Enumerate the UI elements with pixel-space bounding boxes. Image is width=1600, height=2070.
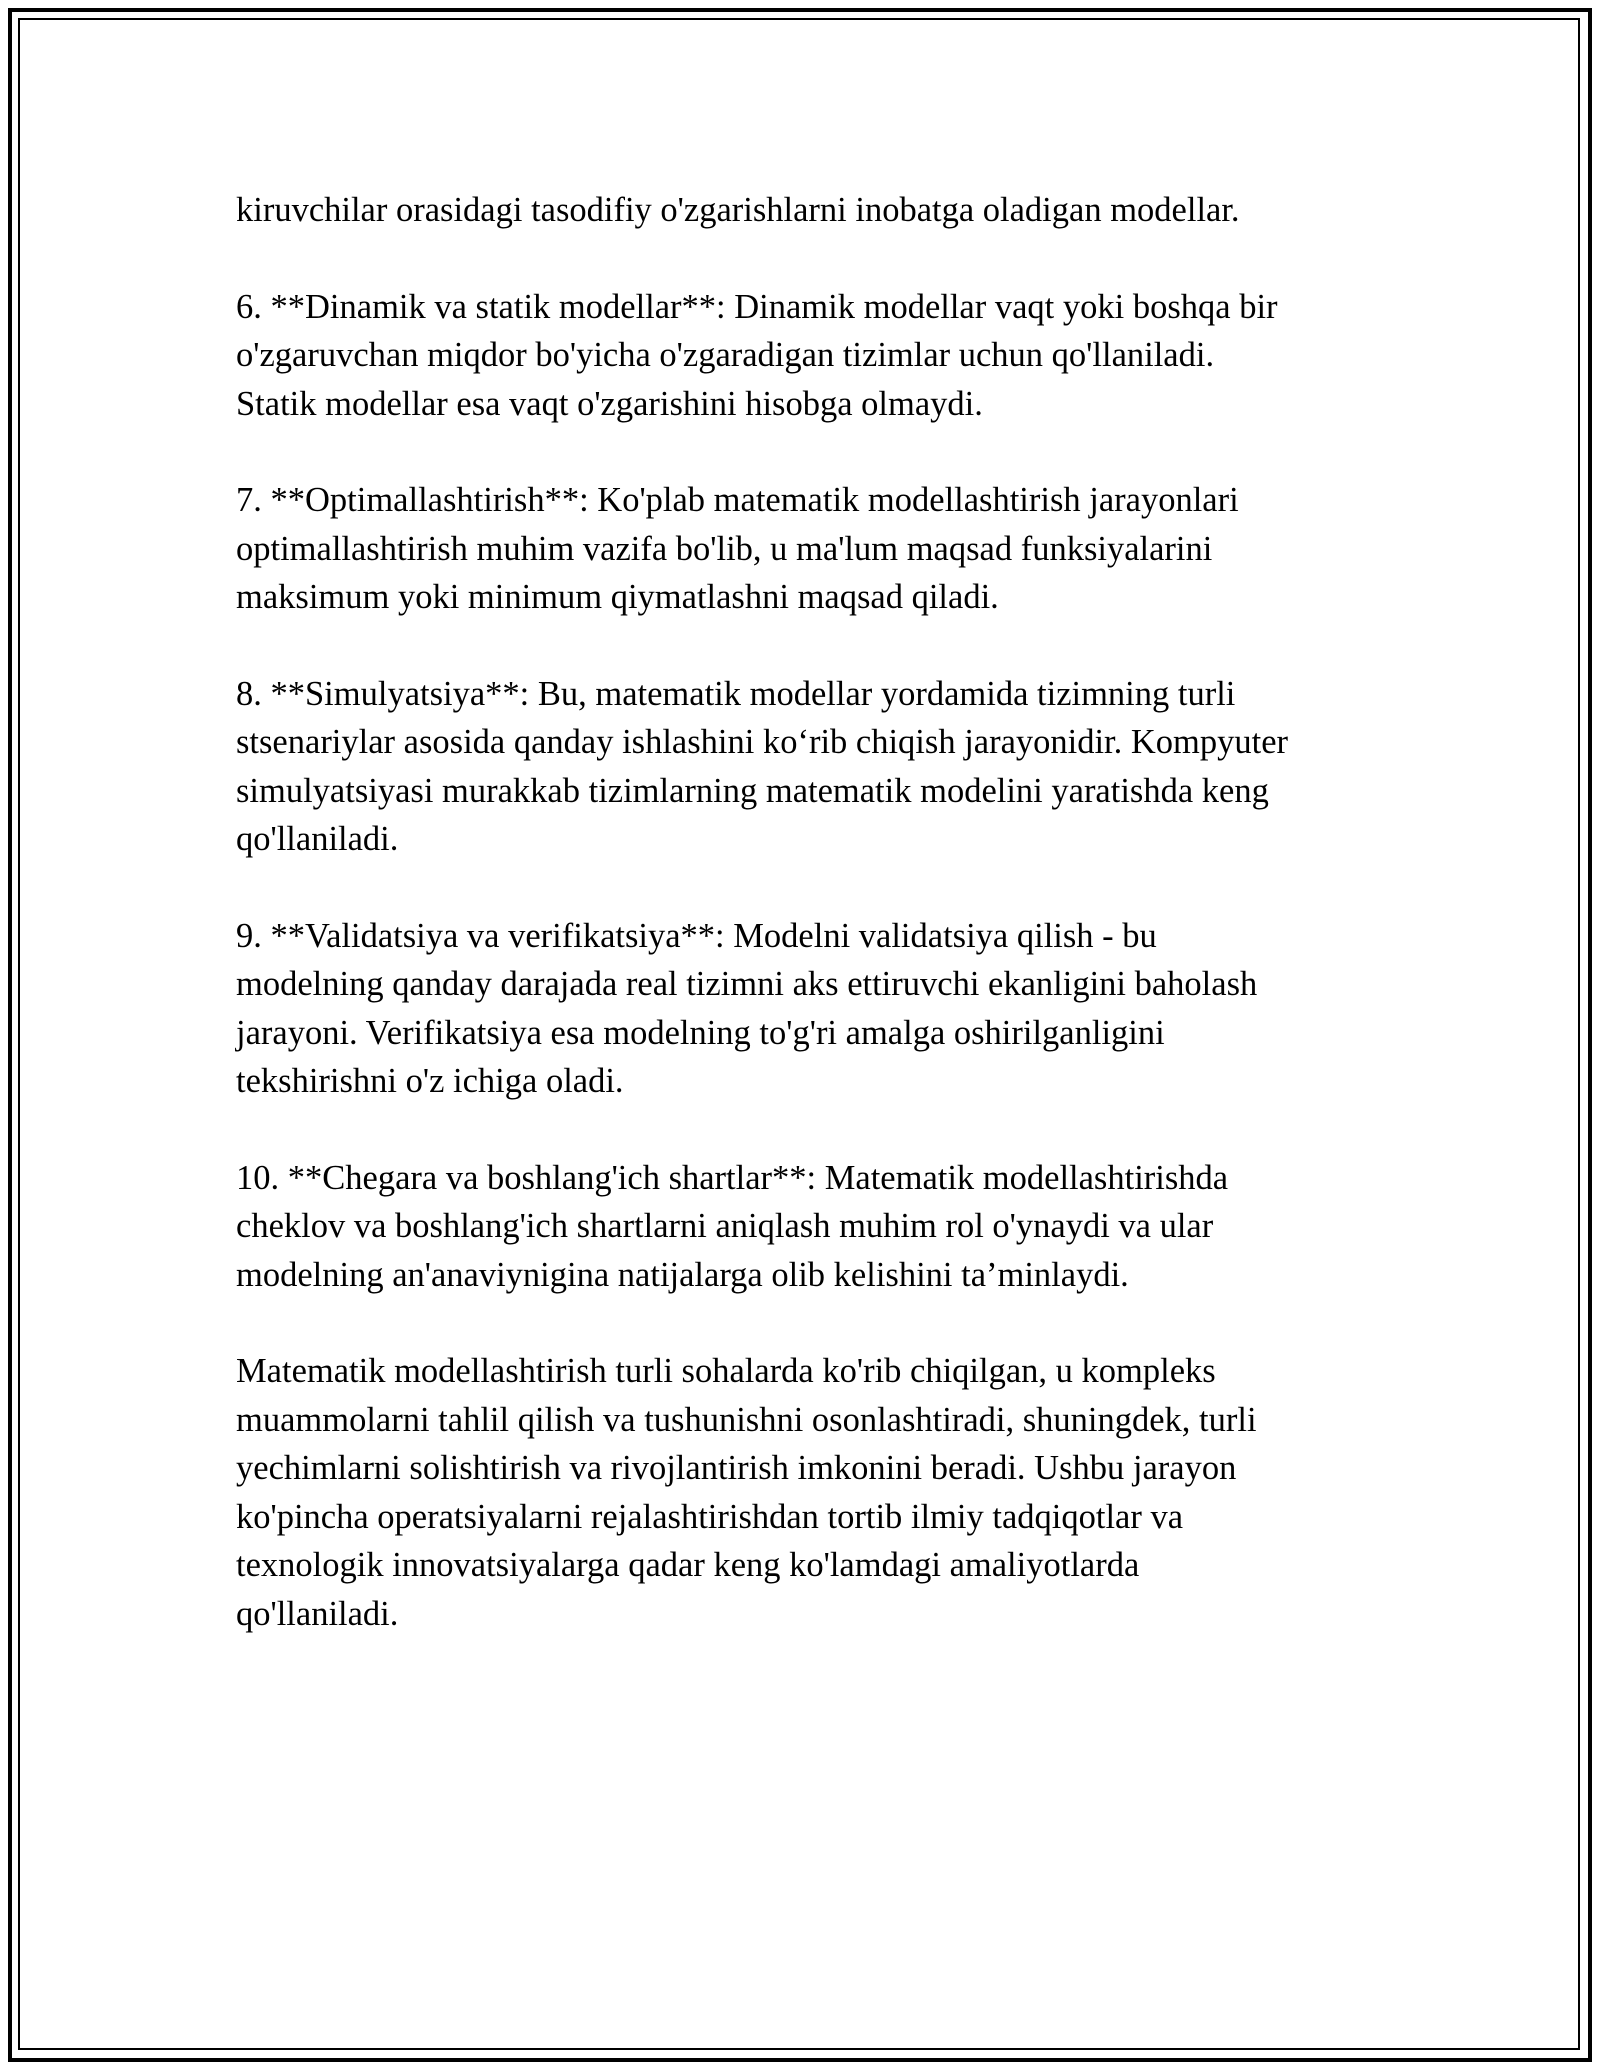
text-line: cheklov va boshlang'ich shartlarni aniqlash muhim rol o'ynaydi va ular	[236, 1207, 1214, 1245]
paragraph-item-8	[236, 670, 1386, 864]
text-line: ko'pincha operatsiyalarni rejalashtirishdan tortib ilmiy tadqiqotlar va	[236, 1497, 1184, 1536]
paragraph-item-7	[236, 476, 1386, 622]
text-line: 9. **Validatsiya va verifikatsiya**: Modelni validatsiya qilish - bu	[236, 916, 1157, 955]
text-line: maksimum yoki minimum qiymatlashni maqsad qiladi.	[236, 578, 999, 616]
paragraph-item-10	[236, 1154, 1386, 1300]
paragraph-item-9	[236, 912, 1386, 1106]
paragraph-item-6	[236, 283, 1386, 429]
text-line: 10. **Chegara va boshlang'ich shartlar**: Matematik modellashtirishda	[236, 1158, 1229, 1197]
paragraph-conclusion	[236, 1347, 1386, 1638]
text-line: Statik modellar esa vaqt o'zgarishini hisobga olmaydi.	[236, 384, 983, 423]
text-line: modelning an'anaviynigina natijalarga olib kelishini ta’minlaydi.	[236, 1255, 1129, 1294]
paragraph-continuation	[236, 186, 1386, 235]
text-line: 8. **Simulyatsiya**: Bu, matematik modellar yordamida tizimning turli	[236, 674, 1236, 713]
text-line: stsenariylar asosida qanday ishlashini ko‘rib chiqish jarayonidir. Kompyuter	[236, 723, 1289, 761]
document-body	[236, 186, 1386, 1686]
text-line: modelning qanday darajada real tizimni aks ettiruvchi ekanligini baholash	[236, 965, 1258, 1003]
text-line: o'zgaruvchan miqdor bo'yicha o'zgaradigan tizimlar uchun qo'llaniladi.	[236, 336, 1215, 374]
text-line: muammolarni tahlil qilish va tushunishni osonlashtiradi, shuningdek, turli	[236, 1400, 1257, 1439]
text-line: qo'llaniladi.	[236, 1594, 399, 1633]
text-line: jarayoni. Verifikatsiya esa modelning to'g'ri amalga oshirilganligini	[236, 1013, 1165, 1052]
text-line: simulyatsiyasi murakkab tizimlarning matematik modelini yaratishda keng	[236, 771, 1269, 810]
text-line: qo'llaniladi.	[236, 820, 399, 858]
text-line: kiruvchilar orasidagi tasodifiy o'zgarishlarni inobatga oladigan modellar.	[236, 191, 1240, 229]
text-line: 6. **Dinamik va statik modellar**: Dinamik modellar vaqt yoki boshqa bir	[236, 287, 1278, 326]
text-line: 7. **Optimallashtirish**: Ko'plab matematik modellashtirish jarayonlari	[236, 481, 1239, 519]
text-line: optimallashtirish muhim vazifa bo'lib, u ma'lum maqsad funksiyalarini	[236, 529, 1213, 568]
text-line: texnologik innovatsiyalarga qadar keng ko'lamdagi amaliyotlarda	[236, 1546, 1140, 1584]
text-line: Matematik modellashtirish turli sohalarda ko'rib chiqilgan, u kompleks	[236, 1352, 1216, 1390]
text-line: tekshirishni o'z ichiga oladi.	[236, 1062, 624, 1100]
text-line: yechimlarni solishtirish va rivojlantirish imkonini beradi. Ushbu jarayon	[236, 1449, 1237, 1487]
